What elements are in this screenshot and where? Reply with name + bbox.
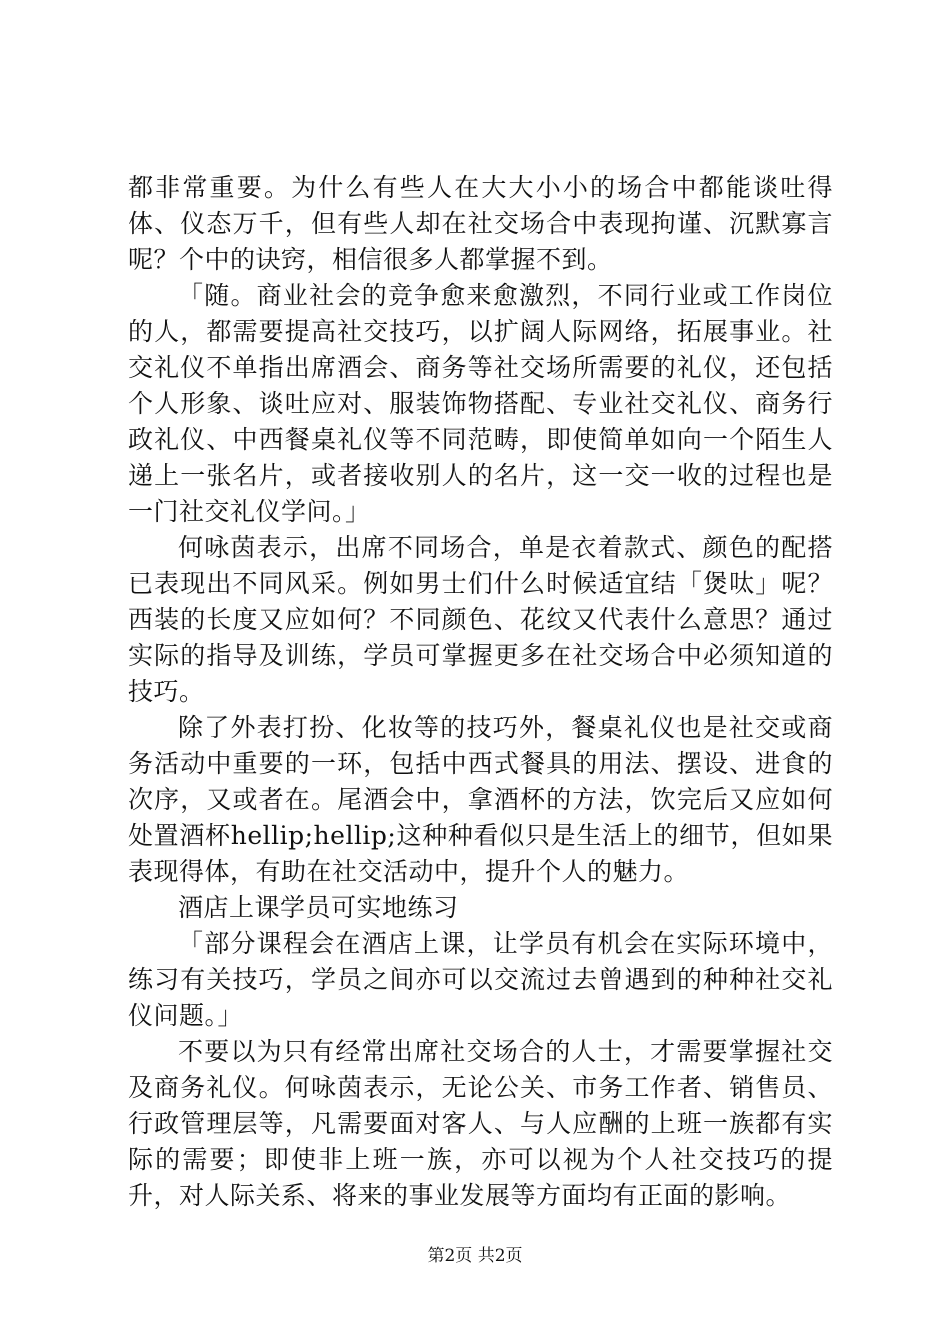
- paragraph-quote-hotel-class: 「部分课程会在酒店上课，让学员有机会在实际环境中，练习有关技巧，学员之间亦可以交流过去曾遇到的种种社交礼仪问题。」: [128, 929, 833, 1030]
- paragraph-dining-etiquette: 除了外表打扮、化妆等的技巧外，餐桌礼仪也是社交或商务活动中重要的一环，包括中西式餐具的用法、摆设、进食的次序，又或者在。尾酒会中，拿酒杯的方法，饮完后又应如何处置酒杯hellip;hellip;这种种看似只是生活上的细节，但如果表现得体，有助在社交活动中，提升个人的魅力。: [128, 713, 833, 886]
- document-body: [128, 170, 833, 1214]
- page-number-footer: 第2页 共2页: [427, 1246, 523, 1266]
- section-subheading: 酒店上课学员可实地练习: [178, 893, 459, 922]
- paragraph-conclusion: 不要以为只有经常出席社交场合的人士，才需要掌握社交及商务礼仪。何咏茵表示，无论公关、市务工作者、销售员、行政管理层等，凡需要面对客人、与人应酬的上班一族都有实际的需要；即使非上班一族，亦可以视为个人社交技巧的提升，对人际关系、将来的事业发展等方面均有正面的影响。: [128, 1037, 833, 1210]
- paragraph-attire: 何咏茵表示，出席不同场合，单是衣着款式、颜色的配搭已表现出不同风采。例如男士们什么时候适宜结「煲呔」呢？西装的长度又应如何？不同颜色、花纹又代表什么意思？通过实际的指导及训练，学员可掌握更多在社交场合中必须知道的技巧。: [128, 533, 833, 706]
- paragraph-quote-etiquette: 「随。商业社会的竞争愈来愈激烈，不同行业或工作岗位的人，都需要提高社交技巧，以扩阔人际网络，拓展事业。社交礼仪不单指出席酒会、商务等社交场所需要的礼仪，还包括个人形象、谈吐应对、服装饰物搭配、专业社交礼仪、商务行政礼仪、中西餐桌礼仪等不同范畴，即使简单如向一个陌生人递上一张名片，或者接收别人的名片，这一交一收的过程也是一门社交礼仪学问。」: [128, 281, 833, 526]
- paragraph-continuation: 都非常重要。为什么有些人在大大小小的场合中都能谈吐得体、仪态万千，但有些人却在社交场合中表现拘谨、沉默寡言呢？个中的诀窍，相信很多人都掌握不到。: [128, 173, 833, 274]
